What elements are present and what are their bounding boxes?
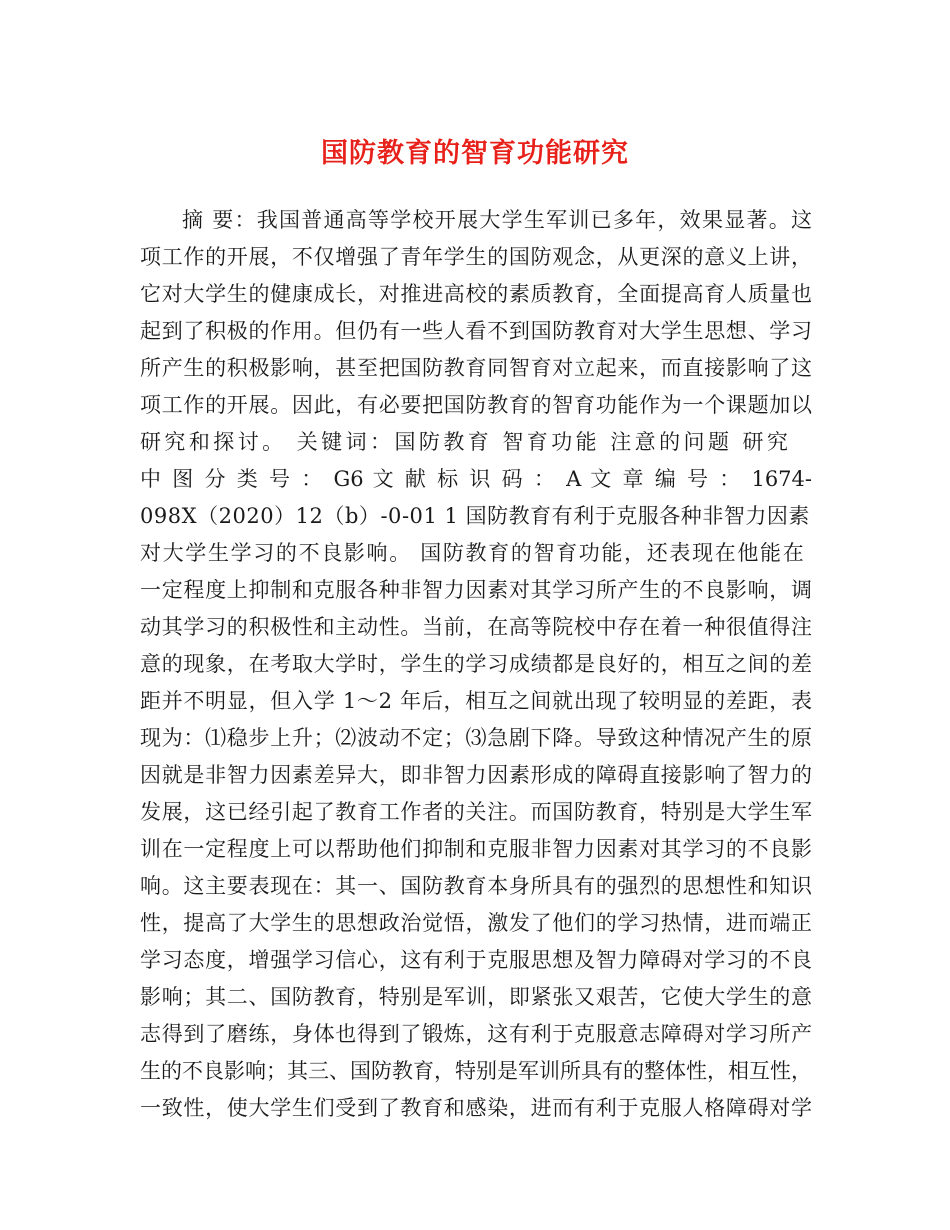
text-line: 对大学生学习的不良影响。 国防教育的智育功能，还表现在他能在	[140, 541, 806, 565]
text-line: 性，提高了大学生的思想政治觉悟，激发了他们的学习热情，进而端正	[140, 911, 813, 935]
text-line: 动其学习的积极性和主动性。当前，在高等院校中存在着一种很值得注	[140, 615, 813, 639]
text-line: 生的不良影响；其三、国防教育，特别是军训所具有的整体性，相互性，	[140, 1059, 812, 1083]
text-line: 学习态度，增强学习信心，这有利于克服思想及智力障碍对学习的不良	[140, 948, 813, 972]
text-line: 098X（2020）12（b）-0-01 1 国防教育有利于克服各种非智力因素	[140, 504, 810, 528]
text-line: 起到了积极的作用。但仍有一些人看不到国防教育对大学生思想、学习	[140, 319, 813, 343]
text-line: 发展，这已经引起了教育工作者的关注。而国防教育，特别是大学生军	[140, 800, 813, 824]
text-line: 响。这主要表现在：其一、国防教育本身所具有的强烈的思想性和知识	[140, 874, 813, 898]
text-line: 因就是非智力因素差异大，即非智力因素形成的障碍直接影响了智力的	[140, 763, 813, 787]
text-line: 研究和探讨。 关键词：国防教育 智育功能 注意的问题 研究	[140, 430, 792, 454]
text-line: 它对大学生的健康成长，对推进高校的素质教育，全面提高育人质量也	[140, 282, 813, 306]
text-line: 一定程度上抑制和克服各种非智力因素对其学习所产生的不良影响，调	[140, 578, 813, 602]
text-line: 意的现象，在考取大学时，学生的学习成绩都是良好的，相互之间的差	[140, 652, 813, 676]
text-line: 距并不明显，但入学 1～2 年后，相互之间就出现了较明显的差距，表	[140, 689, 813, 713]
document-body	[140, 202, 812, 1127]
text-line: 项工作的开展。因此，有必要把国防教育的智育功能作为一个课题加以	[140, 393, 813, 417]
text-line: 所产生的积极影响，甚至把国防教育同智育对立起来，而直接影响了这	[140, 356, 813, 380]
document-title: 国防教育的智育功能研究	[321, 138, 629, 169]
text-line: 训在一定程度上可以帮助他们抑制和克服非智力因素对其学习的不良影	[140, 837, 813, 861]
text-line: 影响；其二、国防教育，特别是军训，即紧张又艰苦，它使大学生的意	[140, 985, 813, 1009]
text-line: 中 图 分 类 号 ： G6 文 献 标 识 码 ： A 文 章 编 号 ： 1674-	[140, 467, 812, 491]
text-line: 志得到了磨练，身体也得到了锻炼，这有利于克服意志障碍对学习所产	[140, 1022, 813, 1046]
text-line: 摘 要：我国普通高等学校开展大学生军训已多年，效果显著。这	[182, 208, 814, 232]
text-line: 一致性，使大学生们受到了教育和感染，进而有利于克服人格障碍对学	[140, 1096, 813, 1120]
text-line: 项工作的开展，不仅增强了青年学生的国防观念，从更深的意义上讲，	[140, 245, 813, 269]
text-line: 现为：⑴稳步上升；⑵波动不定；⑶急剧下降。导致这种情况产生的原	[140, 726, 813, 750]
